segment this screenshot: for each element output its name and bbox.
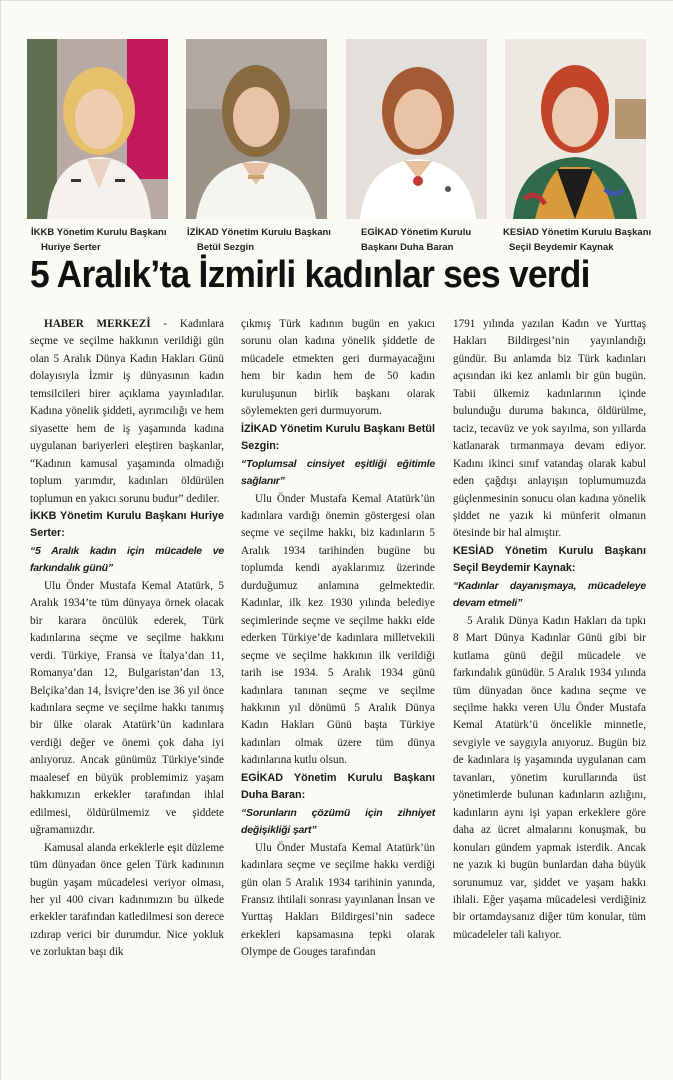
- section-quote-ikkb: “5 Aralık kadın için mücadele ve farkındalık günü”: [30, 544, 224, 575]
- caption-line: EGİKAD Yönetim Kurulu: [361, 227, 472, 238]
- caption-betul-sezgin: [187, 225, 345, 255]
- article-column-2: [241, 316, 435, 962]
- portrait-row: [27, 39, 647, 219]
- caption-line: Huriye Serter: [41, 242, 101, 253]
- caption-duha-baran: [346, 225, 504, 255]
- paragraph: Kamusal alanda erkeklerle eşit düzleme tüm dünyadan önce gelen Türk kadınının bugün yaşam mücadelesi veriyor olması, her yıl 400 civarı kadınımızın bu ülkede erkekler tarafından katledilmesi son derece ızdırap verici bir durumdur. Nice yokluk ve zorluktan başı dik: [30, 841, 224, 959]
- article-column-3: [453, 316, 646, 944]
- section-title-ikkb: İKKB Yönetim Kurulu Başkanı Huriye Serter:: [30, 509, 224, 540]
- intro-text: - Kadınlara seçme ve seçilme hakkının verildiği gün olan 5 Aralık Dünya Kadın Hakları Günü dolayısıyla İzmir iş dünyasının kadın temsilcileri birer açıklama yayınladılar. Kadına yönelik şiddeti, ayrımcılığı ve hem siyasette hem de iş yaşamında kadına uygulanan bariyerleri eleştiren başkanlar, “Kadının kamusal yaşamında olmadığı toplum yarımdır, kadınları öldürülen toplumun en yakıcı sorunu budur” dediler.: [30, 318, 224, 505]
- paragraph: Ulu Önder Mustafa Kemal Atatürk’ün kadınlara seçme ve seçilme hakkı verdiği gün olan 5 Aralık 1934 tarihinin yanında, Fransız ihtilali sonrası yayınlanan İnsan ve Yurttaş Hakları Bildirgesi’nin sadece erkekleri kapsamasına tepki olarak Olympe de Gouges tarafından: [241, 841, 435, 959]
- caption-line: Başkanı Duha Baran: [361, 242, 454, 253]
- section-quote-kesiad: “Kadınlar dayanışmaya, mücadeleye devam etmeli”: [453, 579, 646, 610]
- article-column-1: [30, 316, 224, 962]
- headline: 5 Aralık’ta İzmirli kadınlar ses verdi: [30, 254, 590, 296]
- section-quote-izikad: “Toplumsal cinsiyet eşitliği eğitimle sağlanır”: [241, 457, 435, 488]
- caption-line: Seçil Beydemir Kaynak: [509, 242, 614, 253]
- caption-line: KESİAD Yönetim Kurulu Başkanı: [503, 227, 652, 238]
- paragraph: 1791 yılında yazılan Kadın ve Yurttaş Hakları Bildirgesi’nin yayınlandığı gündür. Bu anlamda biz Türk kadınları açısından iki kez anlamlı bir gün bugün. Tabii ülkemiz kadınlarının içinde bulunduğu duruma bakınca, öldürülme, taciz, tecavüz ve yok sayılma, son yıllarda katlanarak tırmanmaya devam ediyor. Kadını ikinci sınıf vatandaş olarak kabul eden çağdışı anlayışın toplumumuzda güçlenmesinin sonucu olan kadına yönelik şiddet ne yazık ki münferit olmanın ötesinde bir hal almıştır.: [453, 318, 646, 540]
- section-quote-egikad: “Sorunların çözümü için zihniyet değişikliği şart”: [241, 806, 435, 837]
- photo-secil-beydemir-kaynak: [505, 39, 646, 219]
- section-title-izikad: İZİKAD Yönetim Kurulu Başkanı Betül Sezgin:: [241, 422, 435, 453]
- paragraph: 5 Aralık Dünya Kadın Hakları da tıpkı 8 Mart Dünya Kadınlar Günü gibi bir kutlama günü değil mücadele ve farkındalık günüdür. 5 Aralık 1934 yılında tüm dünyadan önce kadına seçme ve seçilme hakkı veren Ulu Önder Mustafa Kemal Atatürk’ü öncelikle minnetle, sevgiyle ve saygıyla anıyoruz. Bugün biz de kadınlara iş yaşamında uygulanan cam tavanları, yönetim kurullarında üst yönetimlerde bulunan kadınların azlığını, kadınların aynı işi yapan erkeklere göre daha az ücret almalarını konuşmak, bu konuları gündem yapmak isterdik. Ancak ne yazık ki bugün bunlardan daha büyük sorunumuz var, şiddet ve yaşam hakkı ihlali. Eğer yaşama mücadelesi verdiğiniz bir ortamdaysanız diğer tüm konular, tüm mücadeleler tali kalıyor.: [453, 614, 646, 941]
- caption-line: İKKB Yönetim Kurulu Başkanı: [31, 227, 167, 238]
- caption-line: Betül Sezgin: [197, 242, 255, 253]
- photo-betul-sezgin: [186, 39, 327, 219]
- section-title-kesiad: KESİAD Yönetim Kurulu Başkanı Seçil Beydemir Kaynak:: [453, 544, 646, 575]
- paragraph: Ulu Önder Mustafa Kemal Atatürk’ün kadınlara vardığı önemin göstergesi olan seçme ve seçilme hakkı, biz kadınların 5 Aralık 1934 tarihinden bugüne bu toplumda kendi ayaklarımız üzerinde durduğumuz anlamına gelmektedir. Kadınlar, ilk kez 1930 yılında belediye seçimlerinde seçme ve seçilme hakkı elde ederken Türkiye’de kadınlara milletvekili seçme ve seçilme hakkının ilk verildiği tarih ise 1934. 5 Aralık 1934 günü kadınlara tanınan seçme ve seçilme hakkının yıl dönümü 5 Aralık Dünya Kadın Hakları Günü başta Türkiye kadınları olmak üzere tüm dünya kadınlarına kutlu olsun.: [241, 492, 435, 767]
- photo-duha-baran: [346, 39, 487, 219]
- caption-line: İZİKAD Yönetim Kurulu Başkanı: [187, 227, 331, 238]
- photo-huriye-serter: [27, 39, 168, 219]
- paragraph: Ulu Önder Mustafa Kemal Atatürk, 5 Aralık 1934’te tüm dünyaya örnek olacak bir karara öncülük ederek, Türk kadınlarına seçme ve seçilme hakkını verdi. Türkiye, Fransa ve İtalya’dan 11, Romanya’dan 12, Bulgaristan’dan 13, Belçika’dan 14, İsviçre’den ise 36 yıl önce kadınlara seçme ve seçilme hakkı tanımış bir ülke olarak Atatürk’ün kadınlara verdiği değer ve önemi çok daha iyi anlıyoruz. Ancak günümüz Türkiye’sinde maalesef en büyük problemimiz yaşam hakkımızın erkekler tarafından ihlal edilmesi, öldürülmemiz ve şiddete uğramamızdır.: [30, 579, 224, 837]
- paragraph: çıkmış Türk kadının bugün en yakıcı sorunu olan kadına yönelik şiddetle de mücadele etmekten geri durmayacağını hem bir kadın hem de 50 kadın kuruluşunun birlik başkanı olarak söylemekten geri durmuyorum.: [241, 318, 435, 418]
- section-title-egikad: EGİKAD Yönetim Kurulu Başkanı Duha Baran:: [241, 771, 435, 802]
- byline: HABER MERKEZİ: [44, 318, 151, 330]
- caption-secil-beydemir-kaynak: [503, 225, 661, 255]
- intro-paragraph: [30, 316, 224, 508]
- caption-huriye-serter: [31, 225, 189, 255]
